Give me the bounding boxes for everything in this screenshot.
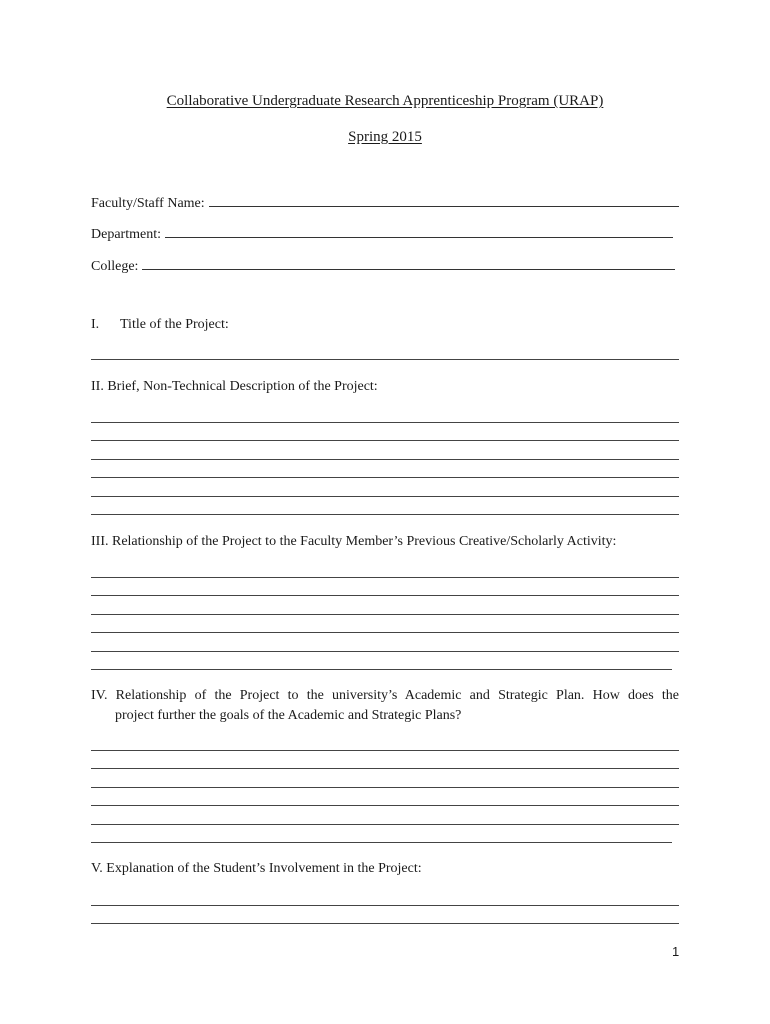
section-iv-line-2: project further the goals of the Academic and Strategic Plans? — [115, 708, 462, 723]
section-i-heading — [91, 317, 229, 333]
section-iii-answer-line[interactable] — [91, 577, 679, 578]
section-iii-answer-line[interactable] — [91, 651, 679, 652]
college-blank[interactable] — [142, 255, 675, 270]
section-v-answer-line[interactable] — [91, 905, 679, 906]
section-i-number: I. — [91, 317, 100, 332]
faculty-name-blank[interactable] — [209, 192, 679, 207]
faculty-name-label: Faculty/Staff Name: — [91, 196, 205, 211]
section-iv-answer-line[interactable] — [91, 750, 679, 751]
section-iv-heading — [91, 686, 679, 726]
section-ii-answer-line[interactable] — [91, 459, 679, 460]
form-term: Spring 2015 — [348, 129, 422, 145]
department-blank[interactable] — [165, 223, 673, 238]
section-ii-heading: II. Brief, Non-Technical Description of the Project: — [91, 379, 378, 394]
section-v-heading: V. Explanation of the Student’s Involvement in the Project: — [91, 861, 422, 876]
page-number: 1 — [672, 944, 680, 959]
section-i-answer-line[interactable] — [91, 359, 679, 360]
department-label: Department: — [91, 227, 161, 242]
section-iv-answer-line[interactable] — [91, 805, 679, 806]
department-field[interactable] — [91, 223, 673, 243]
section-v-answer-line[interactable] — [91, 923, 679, 924]
section-iii-answer-line[interactable] — [91, 669, 672, 670]
faculty-name-field[interactable] — [91, 192, 679, 212]
section-ii-answer-line[interactable] — [91, 514, 679, 515]
section-iv-answer-line[interactable] — [91, 842, 672, 843]
section-iv-answer-line[interactable] — [91, 824, 679, 825]
section-ii-answer-line[interactable] — [91, 477, 679, 478]
section-ii-answer-line[interactable] — [91, 422, 679, 423]
section-iii-heading: III. Relationship of the Project to the Faculty Member’s Previous Creative/Scholarly Activity: — [91, 534, 617, 549]
section-iv-answer-line[interactable] — [91, 768, 679, 769]
college-field[interactable] — [91, 255, 675, 275]
section-iv-answer-line[interactable] — [91, 787, 679, 788]
section-ii-answer-line[interactable] — [91, 496, 679, 497]
section-iii-answer-line[interactable] — [91, 614, 679, 615]
section-iv-line-1: IV. Relationship of the Project to the university’s Academic and Strategic Plan. How does the — [91, 688, 679, 703]
form-title: Collaborative Undergraduate Research Apprenticeship Program (URAP) — [166, 93, 604, 109]
college-label: College: — [91, 259, 139, 274]
section-iii-answer-line[interactable] — [91, 595, 679, 596]
section-i-label: Title of the Project: — [120, 317, 229, 332]
section-ii-answer-line[interactable] — [91, 440, 679, 441]
section-iii-answer-line[interactable] — [91, 632, 679, 633]
